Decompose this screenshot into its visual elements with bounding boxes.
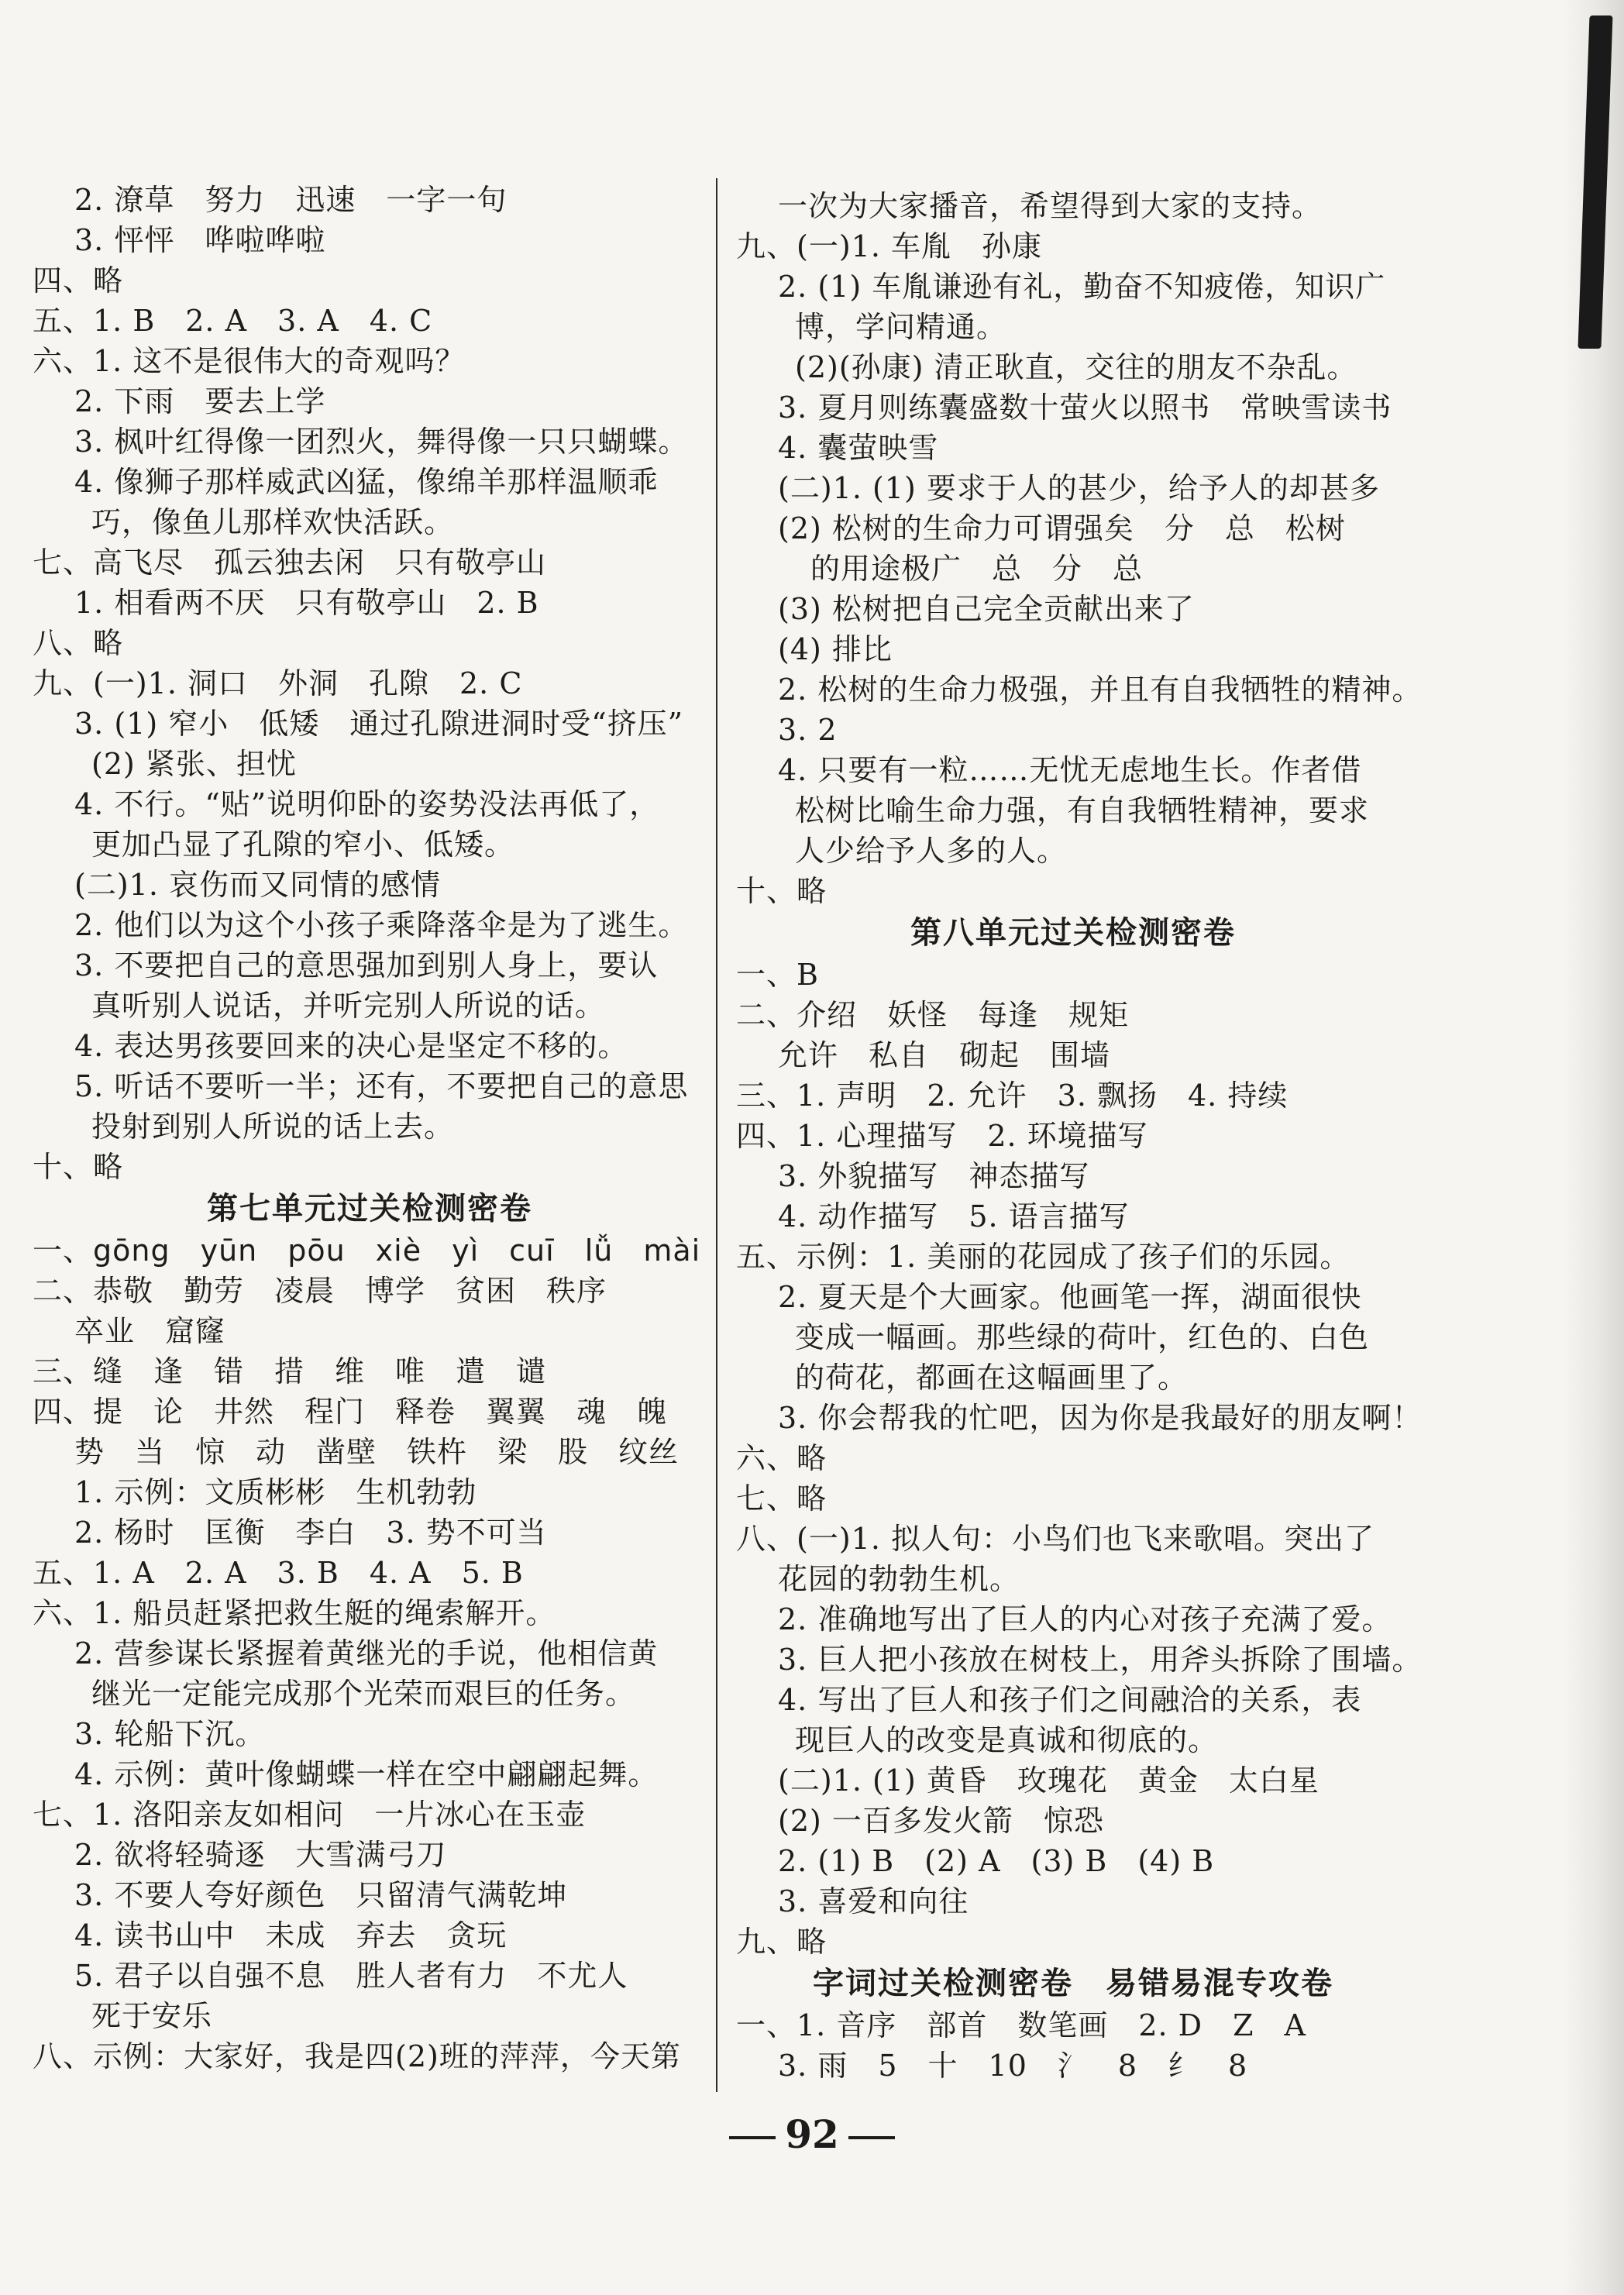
answer-line: 势 当 惊 动 凿壁 铁杵 梁 股 纹丝 [74, 1435, 680, 1469]
answer-line: 3. 外貌描写 神态描写 [778, 1159, 1090, 1193]
answer-line: 3. 夏月则练囊盛数十萤火以照书 常映雪读书 [778, 391, 1392, 425]
answer-line: (3) 松树把自己完全贡献出来了 [778, 592, 1195, 626]
answer-line: 3. 雨 5 十 10 氵 8 纟 8 [778, 2049, 1248, 2083]
answer-line: 4. 读书山中 未成 弃去 贪玩 [74, 1918, 508, 1953]
answer-line: 4. 不行。“贴”说明仰卧的姿势没法再低了， [74, 787, 660, 821]
answer-line: 七、略 [736, 1481, 827, 1516]
section-title: 第七单元过关检测密卷 [207, 1191, 532, 1227]
answer-line: 2. 他们以为这个小孩子乘降落伞是为了逃生。 [74, 908, 689, 942]
answer-line: (二)1. 哀伤而又同情的感情 [74, 868, 441, 902]
answer-line: 十、略 [33, 1150, 124, 1184]
answer-line: 二、恭敬 勤劳 凌晨 博学 贫困 秩序 [33, 1274, 607, 1308]
answer-line: 真听别人说话，并听完别人所说的话。 [91, 989, 606, 1023]
section-title: 第八单元过关检测密卷 [910, 915, 1236, 951]
answer-line: 投射到别人所说的话上去。 [91, 1110, 455, 1144]
answer-line: 继光一定能完成那个光荣而艰巨的任务。 [91, 1677, 636, 1711]
answer-line: 2. 松树的生命力极强，并且有自我牺牲的精神。 [778, 673, 1423, 707]
answer-line: 2. (1) 车胤谦逊有礼，勤奋不知疲倦，知识广 [778, 270, 1386, 304]
answer-line: 一、B [736, 958, 819, 992]
answer-line: 二、介绍 妖怪 每逢 规矩 [736, 998, 1130, 1032]
answer-line: 七、1. 洛阳亲友如相问 一片冰心在玉壶 [33, 1798, 587, 1832]
page-number: 92 [785, 2111, 839, 2157]
answer-line: 花园的勃勃生机。 [778, 1562, 1020, 1596]
answer-line: 2. 欲将轻骑逐 大雪满弓刀 [74, 1838, 447, 1872]
answer-line: (2)(孙康) 清正耿直，交往的朋友不杂乱。 [795, 350, 1357, 384]
answer-line: 4. 像狮子那样威武凶猛，像绵羊那样温顺乖 [74, 465, 659, 499]
answer-line: 3. 巨人把小孩放在树枝上，用斧头拆除了围墙。 [778, 1643, 1423, 1677]
answer-line: 1. 相看两不厌 只有敬亭山 2. B [74, 586, 539, 620]
answer-line: 更加凸显了孔隙的窄小、低矮。 [91, 828, 515, 862]
left-column [33, 180, 707, 2077]
answer-line: 三、缝 逢 错 措 维 唯 遣 谴 [33, 1354, 547, 1388]
answer-line: 三、1. 声明 2. 允许 3. 飘扬 4. 持续 [736, 1079, 1289, 1113]
answer-line: 四、提 论 井然 程门 释卷 翼翼 魂 魄 [33, 1395, 668, 1429]
answer-line: 八、示例：大家好，我是四(2)班的萍萍，今天第 [33, 2039, 681, 2073]
answer-line: 的荷花，都画在这幅画里了。 [795, 1361, 1189, 1395]
answer-line: 五、1. B 2. A 3. A 4. C [33, 304, 433, 338]
answer-line: 八、略 [33, 626, 124, 660]
answer-line: (二)1. (1) 黄昏 玫瑰花 黄金 太白星 [778, 1763, 1320, 1798]
answer-line: 2. 夏天是个大画家。他画笔一挥，湖面很快 [778, 1280, 1362, 1314]
page-footer [0, 2107, 1624, 2162]
answer-line: 九、略 [736, 1925, 827, 1959]
answer-line: 4. 动作描写 5. 语言描写 [778, 1199, 1130, 1234]
answer-line: 3. 枫叶红得像一团烈火，舞得像一只只蝴蝶。 [74, 425, 689, 459]
answer-line: 4. 只要有一粒……无忧无虑地生长。作者借 [778, 753, 1362, 787]
answer-line: 2. 潦草 努力 迅速 一字一句 [74, 183, 508, 217]
answer-line: 4. 表达男孩要回来的决心是坚定不移的。 [74, 1029, 628, 1063]
answer-line: 九、(一)1. 车胤 孙康 [736, 229, 1042, 263]
answer-line: 一次为大家播音，希望得到大家的支持。 [778, 189, 1323, 223]
answer-line: 六、1. 船员赶紧把救生艇的绳索解开。 [33, 1596, 556, 1630]
section-title: 字词过关检测密卷 易错易混专攻卷 [813, 1966, 1333, 2001]
answer-line: 3. (1) 窄小 低矮 通过孔隙进洞时受“挤压” [74, 707, 684, 741]
answer-line: 2. 杨时 匡衡 李白 3. 势不可当 [74, 1516, 547, 1550]
answer-line: 十、略 [736, 874, 827, 908]
answer-line: 2. 准确地写出了巨人的内心对孩子充满了爱。 [778, 1602, 1392, 1636]
answer-line: (2) 一百多发火箭 惊恐 [778, 1804, 1104, 1838]
answer-line: (2) 松树的生命力可谓强矣 分 总 松树 [778, 511, 1346, 545]
answer-line: 松树比喻生命力强，有自我牺牲精神，要求 [795, 793, 1370, 828]
answer-line: 卒业 窟窿 [74, 1314, 226, 1348]
answer-line: 四、1. 心理描写 2. 环境描写 [736, 1119, 1148, 1153]
column-divider [716, 178, 717, 2092]
answer-line: 九、(一)1. 洞口 外洞 孔隙 2. C [33, 666, 523, 700]
answer-line: 的用途极广 总 分 总 [810, 552, 1144, 586]
answer-line: 3. 2 [778, 713, 838, 747]
answer-line: 4. 示例：黄叶像蝴蝶一样在空中翩翩起舞。 [74, 1757, 659, 1791]
answer-line: 五、1. A 2. A 3. B 4. A 5. B [33, 1556, 524, 1590]
answer-line: 七、高飞尽 孤云独去闲 只有敬亭山 [33, 545, 547, 580]
answer-line: (2) 紧张、担忧 [91, 747, 297, 781]
right-column [736, 186, 1423, 2086]
answer-line: 一、gōng yūn pōu xiè yì cuī lǚ mài [33, 1234, 701, 1268]
answer-line: 5. 君子以自强不息 胜人者有力 不尤人 [74, 1959, 628, 1993]
answer-line: 六、略 [736, 1441, 827, 1475]
answer-line: 现巨人的改变是真诚和彻底的。 [795, 1723, 1219, 1757]
footer-dash-left [729, 2136, 776, 2139]
answer-line: 1. 示例：文质彬彬 生机勃勃 [74, 1475, 477, 1509]
answer-line: 4. 写出了巨人和孩子们之间融洽的关系，表 [778, 1683, 1362, 1717]
answer-line: 2. 营参谋长紧握着黄继光的手说，他相信黄 [74, 1636, 659, 1670]
answer-line: 2. (1) B (2) A (3) B (4) B [778, 1844, 1215, 1878]
answer-line: 六、1. 这不是很伟大的奇观吗？ [33, 344, 466, 378]
answer-line: 3. 你会帮我的忙吧，因为你是我最好的朋友啊！ [778, 1401, 1423, 1435]
answer-line: 2. 下雨 要去上学 [74, 384, 326, 418]
answer-line: 变成一幅画。那些绿的荷叶，红色的、白色 [795, 1320, 1370, 1354]
answer-line: 人少给予人多的人。 [795, 834, 1068, 868]
answer-line: 允许 私自 砌起 围墙 [778, 1038, 1111, 1072]
answer-line: (4) 排比 [778, 632, 893, 666]
answer-line: 五、示例：1. 美丽的花园成了孩子们的乐园。 [736, 1240, 1350, 1274]
footer-dash-right [848, 2136, 895, 2139]
answer-line: 4. 囊萤映雪 [778, 431, 939, 465]
answer-line: 博，学问精通。 [795, 310, 1007, 344]
answer-line: 巧，像鱼儿那样欢快活跃。 [91, 505, 455, 539]
answer-line: 一、1. 音序 部首 数笔画 2. D Z A [736, 2008, 1306, 2042]
answer-line: 3. 喜爱和向往 [778, 1884, 969, 1918]
answer-line: (二)1. (1) 要求于人的甚少，给予人的却甚多 [778, 471, 1380, 505]
answer-line: 四、略 [33, 263, 124, 298]
answer-line: 死于安乐 [91, 1999, 213, 2033]
answer-line: 3. 轮船下沉。 [74, 1717, 266, 1751]
answer-line: 3. 不要人夸好颜色 只留清气满乾坤 [74, 1878, 568, 1912]
answer-line: 3. 不要把自己的意思强加到别人身上，要认 [74, 948, 659, 982]
answer-line: 八、(一)1. 拟人句：小鸟们也飞来歌唱。突出了 [736, 1522, 1375, 1556]
answer-line: 5. 听话不要听一半；还有，不要把自己的意思 [74, 1069, 689, 1103]
answer-line: 3. 怦怦 哗啦哗啦 [74, 223, 326, 257]
